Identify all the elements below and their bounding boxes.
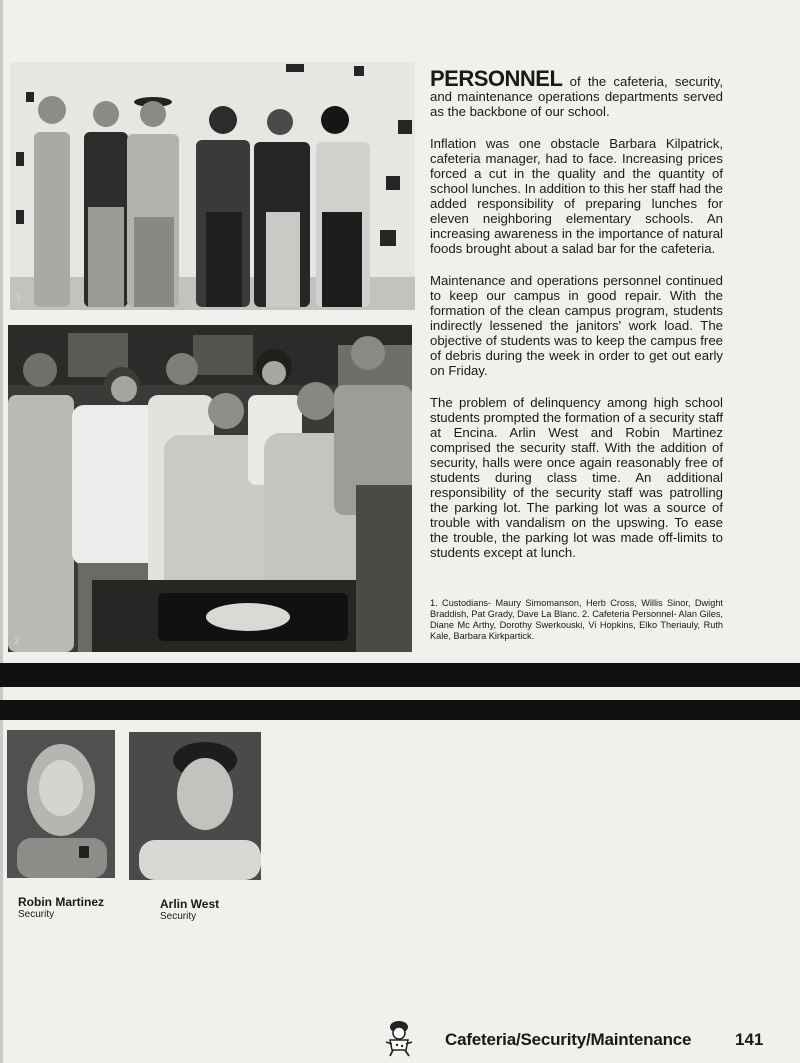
photo-caption: 1. Custodians- Maury Simomanson, Herb Cross, Willis Sinor, Dwight Braddish, Pat Grady, Dave La Blanc. 2. Cafeteria Personnel- Alan Giles, Diane Mc Arthy, Dorothy Swerkouski, Vi Hopkins, Elko Theriauly, Ruth Kale, Barbara Kirkpartick. — [430, 598, 723, 641]
divider-bar — [0, 700, 800, 720]
lead-text: of the cafeteria, security, and maintenance operations departments served as the backbone of our school. — [430, 74, 723, 119]
school-mascot-icon — [382, 1018, 416, 1058]
portrait-name: Arlin West — [160, 897, 220, 911]
divider-bar — [0, 663, 800, 687]
page-binding-edge — [0, 0, 3, 1063]
custodians-group-photo — [10, 62, 415, 310]
footer-section-title: Cafeteria/Security/Maintenance — [445, 1030, 692, 1049]
portrait-arlin-west — [129, 732, 261, 880]
portrait-name: Robin Martinez — [18, 895, 104, 909]
article-lead — [430, 66, 723, 119]
photo-number-label: 1 — [16, 292, 22, 302]
photo-number-label: 2 — [14, 636, 20, 646]
article-body — [430, 66, 724, 560]
article-paragraph: Maintenance and operations personnel continued to keep our campus in good repair. With the formation of the clean campus program, students indirectly lessened the janitors' work load. The objective of students was to keep the campus free of debris during the week in order to get out early on Friday. — [430, 273, 723, 378]
article-paragraph: The problem of delinquency among high school students prompted the formation of a security staff at Encina. Arlin West and Robin Martinez comprised the security staff. With the addition of security, halls were once again reasonably free of students during class time. An additional responsibility of the security staff was patrolling the parking lot. The parking lot was a source of trouble with vandalism on the upswing. To ease the trouble, the parking lot was made off-limits to students except at lunch. — [430, 395, 723, 560]
cafeteria-staff-photo — [8, 325, 412, 652]
article-paragraph: Inflation was one obstacle Barbara Kilpatrick, cafeteria manager, had to face. Increasing prices forced a cut in the quality and the quantity of school lunches. In addition to this her staff had the added responsibility of preparing lunches for eleven neighboring elementary schools. An increasing awareness in the importance of natural foods brought about a salad bar for the cafeteria. — [430, 136, 724, 256]
portrait-role: Security — [18, 909, 55, 920]
article-heading: PERSONNEL — [430, 66, 563, 91]
portrait-role: Security — [160, 911, 197, 922]
portrait-robin-martinez — [7, 730, 115, 878]
page-number: 141 — [735, 1030, 764, 1049]
